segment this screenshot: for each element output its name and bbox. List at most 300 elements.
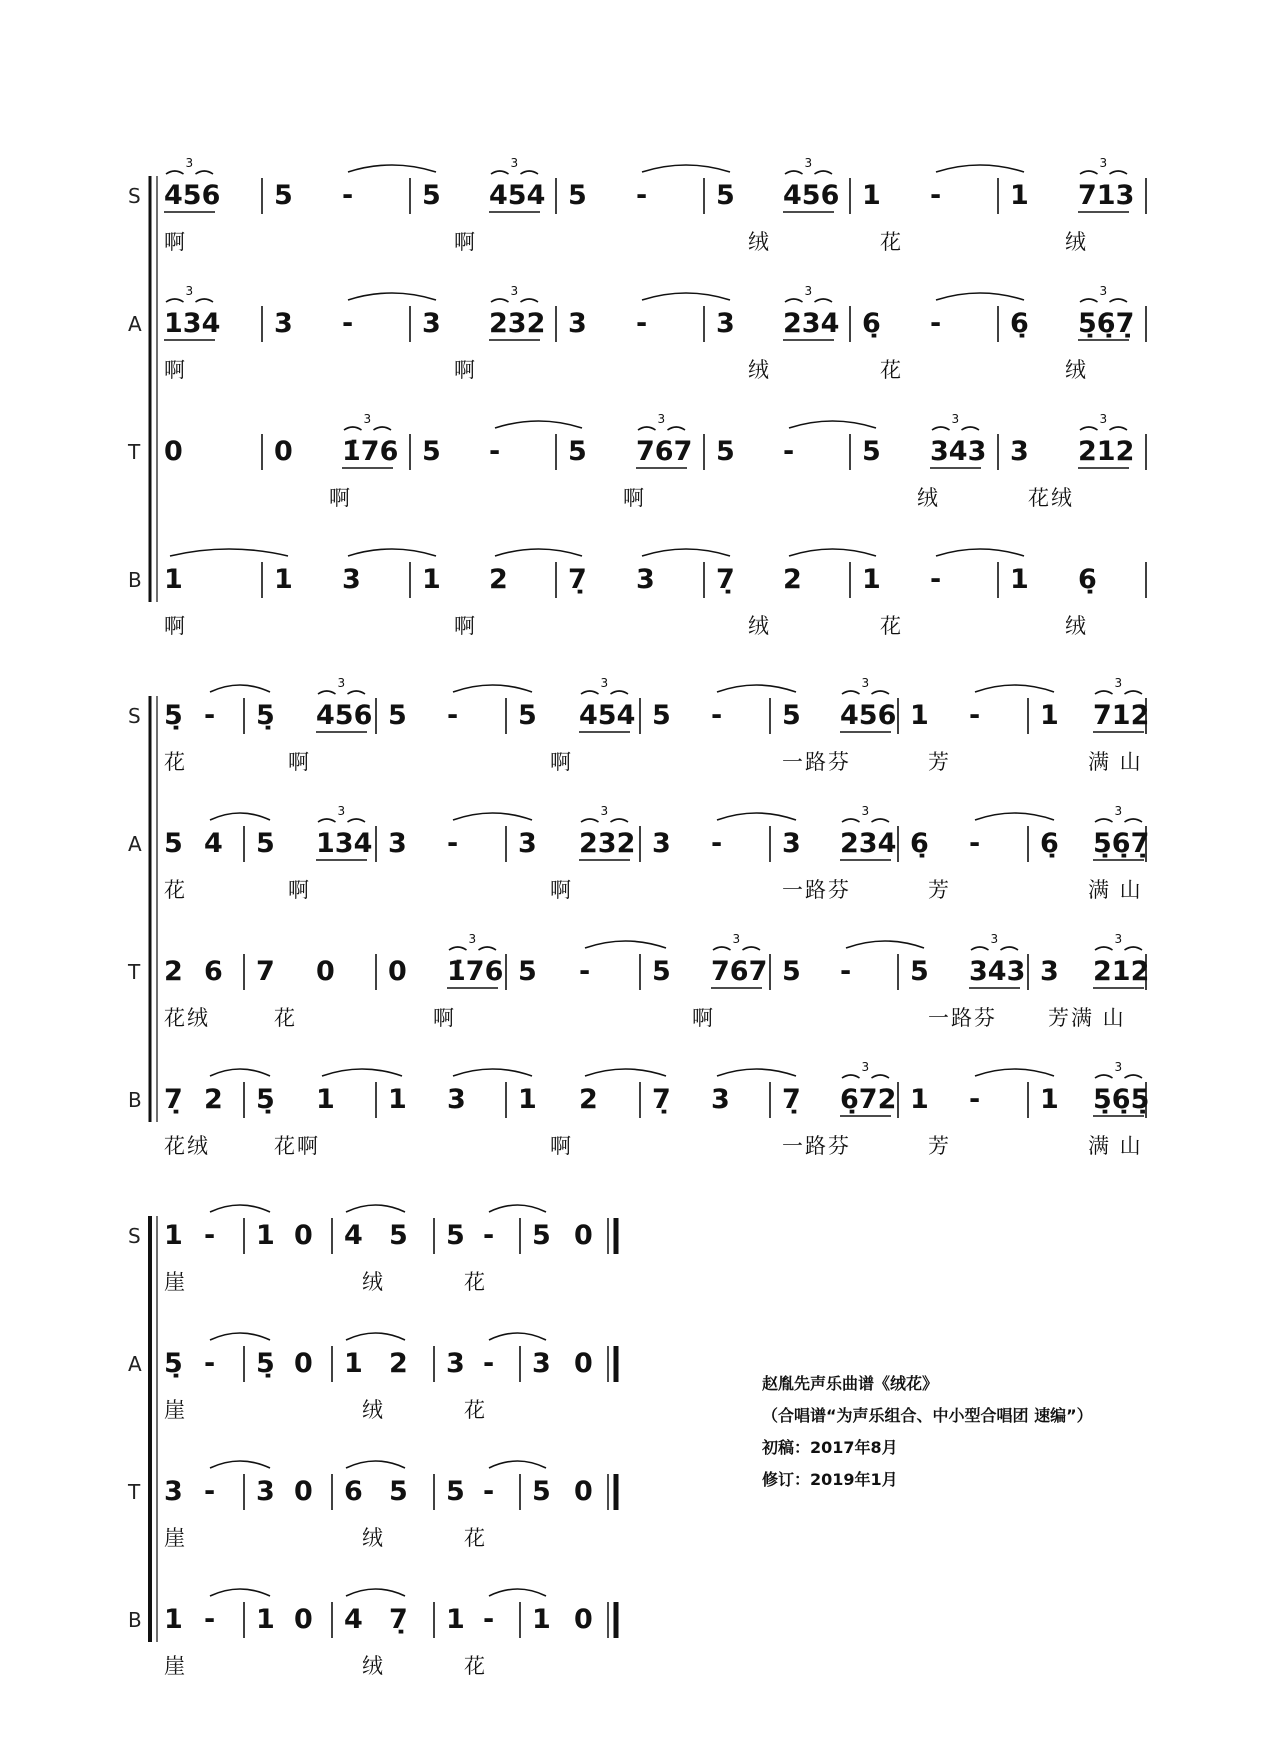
note: 2	[389, 1348, 408, 1379]
note: 5	[862, 436, 881, 467]
slur	[489, 1589, 546, 1596]
triplet-bracket	[166, 299, 184, 302]
note: 0	[294, 1348, 313, 1379]
note-group: 212	[1078, 436, 1135, 467]
note: 5	[568, 180, 587, 211]
voice-label: A	[128, 1352, 142, 1376]
triplet-bracket	[1125, 947, 1143, 950]
note: 6	[344, 1476, 363, 1507]
note: 6̣	[1078, 564, 1097, 595]
note: 2	[489, 564, 508, 595]
triplet-bracket	[1125, 1075, 1143, 1078]
dash: -	[483, 1220, 495, 1251]
dash: -	[930, 180, 942, 211]
triplet-bracket	[374, 427, 392, 430]
lyric-text: 芳	[928, 878, 951, 902]
note-group: 456	[783, 180, 840, 211]
lyric-text: 绒	[1065, 358, 1088, 382]
note: 1	[910, 1084, 929, 1115]
dash: -	[483, 1348, 495, 1379]
note-group: 5̣6̣7̣	[1078, 308, 1135, 339]
triplet-bracket	[842, 1075, 860, 1078]
triplet-bracket	[479, 947, 497, 950]
note: 5	[532, 1476, 551, 1507]
note: 1	[862, 564, 881, 595]
note: 5̣	[256, 1348, 275, 1379]
voice-label: S	[128, 704, 141, 728]
lyric-text: 芳	[928, 750, 951, 774]
note: 1	[1010, 180, 1029, 211]
note: 5̣	[164, 1348, 183, 1379]
triplet-bracket	[491, 299, 509, 302]
note: 7̣	[652, 1084, 671, 1115]
triplet-bracket	[1095, 819, 1113, 822]
credits-draft-date: 初稿：2017年8月	[762, 1438, 898, 1457]
triplet-bracket	[449, 947, 467, 950]
note: 5	[446, 1476, 465, 1507]
note: 5	[518, 700, 537, 731]
note: 0	[316, 956, 335, 987]
voice-label: A	[128, 832, 142, 856]
triplet-bracket	[668, 427, 686, 430]
lyric-text: 啊	[288, 750, 311, 774]
note: 0	[574, 1220, 593, 1251]
dash: -	[489, 436, 501, 467]
lyric-text: 崖	[164, 1398, 187, 1422]
triplet-number: 3	[804, 156, 813, 170]
note: 1	[518, 1084, 537, 1115]
voice-label: T	[128, 440, 141, 464]
note: 3	[518, 828, 537, 859]
note: 5	[518, 956, 537, 987]
lyric-text: 崖	[164, 1270, 187, 1294]
note: 3	[447, 1084, 466, 1115]
triplet-number: 3	[1114, 932, 1123, 946]
triplet-number: 3	[510, 156, 519, 170]
slur	[210, 1069, 270, 1076]
triplet-bracket	[872, 819, 890, 822]
lyric-text: 一路芬	[928, 1006, 997, 1030]
note: 5	[422, 436, 441, 467]
note: 3	[446, 1348, 465, 1379]
note: 5	[422, 180, 441, 211]
lyric-text: 啊	[329, 486, 352, 510]
note-group: 212	[1093, 956, 1150, 987]
note: 2	[579, 1084, 598, 1115]
slur	[936, 293, 1024, 300]
dash: -	[342, 308, 354, 339]
note: 0	[274, 436, 293, 467]
note: 1	[910, 700, 929, 731]
dash: -	[636, 180, 648, 211]
note: 2	[783, 564, 802, 595]
triplet-bracket	[318, 691, 336, 694]
note: 0	[574, 1348, 593, 1379]
slur	[170, 549, 288, 556]
note-group: 454	[579, 700, 636, 731]
note: 7̣	[568, 564, 587, 595]
slur	[348, 293, 436, 300]
note: 1	[316, 1084, 335, 1115]
triplet-bracket	[491, 171, 509, 174]
note: 3	[532, 1348, 551, 1379]
slur	[789, 549, 876, 556]
note: 1	[164, 1604, 183, 1635]
dash: -	[204, 1476, 216, 1507]
note: 1	[388, 1084, 407, 1115]
voice-label: B	[128, 1088, 142, 1112]
triplet-bracket	[842, 691, 860, 694]
slur	[642, 293, 730, 300]
triplet-bracket	[815, 171, 833, 174]
note: 3	[711, 1084, 730, 1115]
slur	[936, 165, 1024, 172]
lyric-text: 花	[464, 1270, 487, 1294]
note: 6̣	[910, 828, 929, 859]
note-group: 712	[1093, 700, 1150, 731]
lyric-text: 一路芬	[782, 1134, 851, 1158]
note: 5	[388, 700, 407, 731]
lyric-text: 啊	[164, 230, 187, 254]
dash: -	[711, 700, 723, 731]
note: 5̣	[256, 700, 275, 731]
note: 1	[1040, 700, 1059, 731]
slur	[489, 1205, 546, 1212]
dash: -	[447, 700, 459, 731]
dash: -	[483, 1476, 495, 1507]
dash: -	[204, 700, 216, 731]
slur	[585, 941, 666, 948]
slur	[495, 549, 582, 556]
triplet-number: 3	[1114, 676, 1123, 690]
note: 5̣	[164, 700, 183, 731]
note-group: 767	[636, 436, 693, 467]
slur	[348, 165, 436, 172]
lyric-text: 啊	[550, 1134, 573, 1158]
triplet-number: 3	[185, 284, 194, 298]
note: 0	[574, 1476, 593, 1507]
lyric-text: 花	[880, 230, 903, 254]
credits-block	[762, 1368, 1093, 1496]
triplet-number: 3	[337, 676, 346, 690]
triplet-bracket	[344, 427, 362, 430]
triplet-bracket	[1080, 299, 1098, 302]
lyric-text: 满 山	[1088, 1134, 1143, 1158]
voice-label: B	[128, 1608, 142, 1632]
triplet-bracket	[638, 427, 656, 430]
note: 5	[910, 956, 929, 987]
voice-label: T	[128, 960, 141, 984]
triplet-bracket	[1125, 819, 1143, 822]
lyric-text: 啊	[550, 750, 573, 774]
triplet-number: 3	[600, 804, 609, 818]
triplet-number: 3	[1099, 156, 1108, 170]
note-group: 134	[164, 308, 221, 339]
dash: -	[930, 564, 942, 595]
lyric-text: 花	[880, 358, 903, 382]
slur	[210, 685, 270, 692]
triplet-bracket	[785, 171, 803, 174]
slur	[495, 421, 582, 428]
note: 3	[1040, 956, 1059, 987]
triplet-bracket	[1001, 947, 1019, 950]
triplet-bracket	[962, 427, 980, 430]
dash: -	[930, 308, 942, 339]
lyric-text: 啊	[454, 614, 477, 638]
slur	[717, 813, 796, 820]
triplet-number: 3	[337, 804, 346, 818]
slur	[936, 549, 1024, 556]
note: 2	[204, 1084, 223, 1115]
dash: -	[579, 956, 591, 987]
note: 7̣	[164, 1084, 183, 1115]
note: 5	[389, 1476, 408, 1507]
dash: -	[204, 1604, 216, 1635]
slur	[210, 1589, 270, 1596]
voice-label: A	[128, 312, 142, 336]
note: 3	[652, 828, 671, 859]
voice-label: S	[128, 1224, 141, 1248]
note: 3	[636, 564, 655, 595]
note-group: 343	[969, 956, 1026, 987]
triplet-number: 3	[990, 932, 999, 946]
lyric-text: 花啊	[274, 1134, 320, 1158]
note: 3	[782, 828, 801, 859]
note-group: 232	[579, 828, 636, 859]
note: 7̣	[782, 1084, 801, 1115]
lyric-text: 绒	[1065, 230, 1088, 254]
lyric-text: 花绒	[164, 1006, 210, 1030]
triplet-number: 3	[1099, 412, 1108, 426]
triplet-bracket	[872, 691, 890, 694]
lyric-text: 啊	[164, 614, 187, 638]
note: 4	[204, 828, 223, 859]
triplet-number: 3	[732, 932, 741, 946]
triplet-bracket	[1095, 947, 1113, 950]
slur	[210, 1333, 270, 1340]
voice-label: B	[128, 568, 142, 592]
triplet-number: 3	[804, 284, 813, 298]
note: 0	[294, 1220, 313, 1251]
triplet-bracket	[1110, 299, 1128, 302]
triplet-bracket	[166, 171, 184, 174]
note: 5	[389, 1220, 408, 1251]
slur	[489, 1333, 546, 1340]
slur	[489, 1461, 546, 1468]
note: 0	[294, 1604, 313, 1635]
lyric-text: 啊	[692, 1006, 715, 1030]
lyric-text: 满 山	[1088, 750, 1143, 774]
dash: -	[840, 956, 852, 987]
note: 1	[422, 564, 441, 595]
note-group: 454	[489, 180, 546, 211]
triplet-bracket	[932, 427, 950, 430]
note-group: 343	[930, 436, 987, 467]
dash: -	[483, 1604, 495, 1635]
lyric-text: 啊	[623, 486, 646, 510]
note: 5	[782, 700, 801, 731]
triplet-bracket	[743, 947, 761, 950]
lyric-text: 绒	[748, 614, 771, 638]
note: 7̣	[389, 1604, 408, 1635]
lyric-text: 一路芬	[782, 878, 851, 902]
slur	[789, 421, 876, 428]
triplet-number: 3	[363, 412, 372, 426]
note: 1	[532, 1604, 551, 1635]
slur	[717, 1069, 796, 1076]
triplet-bracket	[842, 819, 860, 822]
lyric-text: 啊	[454, 358, 477, 382]
note: 1	[164, 564, 183, 595]
lyric-text: 啊	[454, 230, 477, 254]
note: 0	[388, 956, 407, 987]
triplet-number: 3	[657, 412, 666, 426]
dash: -	[783, 436, 795, 467]
note: 5	[716, 436, 735, 467]
slur	[975, 685, 1054, 692]
triplet-bracket	[581, 691, 599, 694]
note-group: 767	[711, 956, 768, 987]
lyric-text: 绒	[362, 1398, 385, 1422]
note: 1	[344, 1348, 363, 1379]
lyric-text: 崖	[164, 1654, 187, 1678]
note: 5	[652, 956, 671, 987]
triplet-bracket	[521, 299, 539, 302]
note: 5	[256, 828, 275, 859]
triplet-number: 3	[951, 412, 960, 426]
triplet-bracket	[196, 171, 214, 174]
note-group: 5̣6̣7̣	[1093, 828, 1150, 859]
lyric-text: 绒	[362, 1270, 385, 1294]
triplet-bracket	[872, 1075, 890, 1078]
triplet-bracket	[348, 819, 366, 822]
triplet-bracket	[521, 171, 539, 174]
note: 7	[256, 956, 275, 987]
triplet-bracket	[713, 947, 731, 950]
note-group: 456	[316, 700, 373, 731]
lyric-text: 啊	[288, 878, 311, 902]
triplet-bracket	[1095, 691, 1113, 694]
lyric-text: 花	[880, 614, 903, 638]
note: 1	[1010, 564, 1029, 595]
note: 1	[256, 1604, 275, 1635]
lyric-text: 绒	[748, 358, 771, 382]
triplet-bracket	[1095, 1075, 1113, 1078]
triplet-bracket	[815, 299, 833, 302]
triplet-bracket	[611, 819, 629, 822]
note: 2	[164, 956, 183, 987]
note: 7̣	[716, 564, 735, 595]
slur	[453, 813, 532, 820]
triplet-number: 3	[468, 932, 477, 946]
lyric-text: 啊	[164, 358, 187, 382]
credits-revision-date: 修订：2019年1月	[762, 1470, 898, 1489]
credits-subtitle: （合唱谱“为声乐组合、中小型合唱团 速编”）	[762, 1406, 1093, 1425]
lyric-text: 绒	[362, 1654, 385, 1678]
slur	[346, 1205, 405, 1212]
dash: -	[204, 1220, 216, 1251]
voice-label: T	[128, 1480, 141, 1504]
lyric-text: 啊	[433, 1006, 456, 1030]
slur	[346, 1589, 405, 1596]
lyric-text: 芳	[928, 1134, 951, 1158]
note: 5	[446, 1220, 465, 1251]
note-group: 234	[840, 828, 897, 859]
lyric-text: 绒	[1065, 614, 1088, 638]
note: 5	[164, 828, 183, 859]
dash: -	[969, 828, 981, 859]
note: 3	[342, 564, 361, 595]
note: 5	[716, 180, 735, 211]
note: 5	[274, 180, 293, 211]
note: 0	[294, 1476, 313, 1507]
note: 5	[782, 956, 801, 987]
lyric-text: 一路芬	[782, 750, 851, 774]
triplet-bracket	[785, 299, 803, 302]
slur	[717, 685, 796, 692]
triplet-bracket	[1080, 427, 1098, 430]
slur	[210, 1461, 270, 1468]
slur	[642, 165, 730, 172]
triplet-bracket	[971, 947, 989, 950]
triplet-bracket	[1110, 427, 1128, 430]
lyric-text: 花	[464, 1398, 487, 1422]
triplet-number: 3	[1099, 284, 1108, 298]
lyric-text: 花	[164, 750, 187, 774]
note-group: 6̣72	[840, 1084, 897, 1115]
triplet-number: 3	[1114, 1060, 1123, 1074]
note-group: 713	[1078, 180, 1135, 211]
dash: -	[711, 828, 723, 859]
lyric-text: 啊	[550, 878, 573, 902]
lyric-text: 花绒	[1028, 486, 1074, 510]
note: 6	[204, 956, 223, 987]
note: 5	[652, 700, 671, 731]
note: 6̣	[862, 308, 881, 339]
note: 1	[164, 1220, 183, 1251]
note-group: 232	[489, 308, 546, 339]
slur	[346, 1461, 405, 1468]
slur	[975, 813, 1054, 820]
note: 5̣	[256, 1084, 275, 1115]
note: 1	[1040, 1084, 1059, 1115]
triplet-number: 3	[1114, 804, 1123, 818]
note-group: 134	[316, 828, 373, 859]
credits-title: 赵胤先声乐曲谱《绒花》	[762, 1374, 939, 1393]
lyric-text: 绒	[748, 230, 771, 254]
note: 0	[164, 436, 183, 467]
triplet-bracket	[1110, 171, 1128, 174]
note: 3	[716, 308, 735, 339]
voice-label: S	[128, 184, 141, 208]
triplet-bracket	[1125, 691, 1143, 694]
lyric-text: 芳满 山	[1048, 1006, 1126, 1030]
lyric-text: 花	[164, 878, 187, 902]
triplet-number: 3	[861, 1060, 870, 1074]
note: 3	[256, 1476, 275, 1507]
note: 3	[1010, 436, 1029, 467]
note: 1	[256, 1220, 275, 1251]
note: 3	[568, 308, 587, 339]
dash: -	[969, 1084, 981, 1115]
dash: -	[447, 828, 459, 859]
triplet-number: 3	[185, 156, 194, 170]
lyric-text: 满 山	[1088, 878, 1143, 902]
slur	[846, 941, 924, 948]
note: 1	[862, 180, 881, 211]
lyric-text: 花	[464, 1654, 487, 1678]
note: 3	[388, 828, 407, 859]
